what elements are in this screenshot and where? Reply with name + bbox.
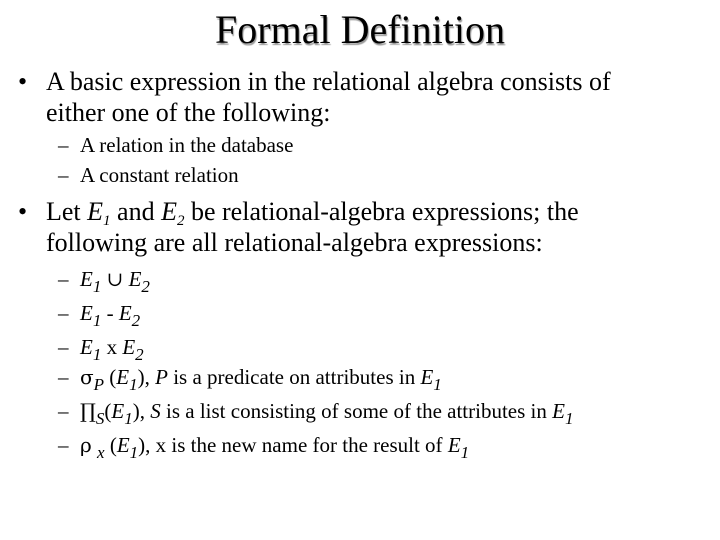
list-item bbox=[58, 130, 698, 160]
dash-marker: – bbox=[58, 433, 69, 457]
bullet-marker: • bbox=[18, 197, 28, 226]
dash-marker: – bbox=[58, 163, 69, 187]
expression-projection: – $\prod_S(E_1)$, S is a list consisting of some of the attributes in $E_1$ bbox=[58, 394, 718, 428]
bullet-basic-expression bbox=[18, 66, 688, 128]
list-item bbox=[58, 160, 698, 190]
expression-rename: – ρ $_x$ $(E_1)$, x is the new name for the result of $E_1$ bbox=[58, 428, 718, 462]
bullet-marker: • bbox=[18, 67, 28, 96]
rho-symbol: ρ bbox=[80, 433, 92, 457]
expression-difference: – $E_1 - E_2$ bbox=[58, 296, 718, 330]
dash-marker: – bbox=[58, 267, 69, 291]
bullet-basic-expression-line2: either one of the following: bbox=[46, 98, 331, 127]
bullet-let-line1: Let $E_1$ and $E_2$ be relational-algebra expressions; the bbox=[46, 197, 579, 229]
list-item-constant-relation: A constant relation bbox=[80, 163, 239, 187]
bullet-basic-expression-line1: A basic expression in the relational algebra consists of bbox=[46, 67, 611, 96]
dash-marker: – bbox=[58, 133, 69, 157]
pi-symbol: ∏ bbox=[80, 399, 96, 423]
sigma-symbol: σ bbox=[80, 365, 94, 389]
union-symbol: ∪ bbox=[106, 267, 124, 291]
dash-marker: – bbox=[58, 399, 69, 423]
dash-marker: – bbox=[58, 301, 69, 325]
expression-union: – $E_1$ ∪ $E_2$ bbox=[58, 262, 718, 296]
expression-selection: – $\sigma_P$ $(E_1)$, P is a predicate on attributes in $E_1$ bbox=[58, 360, 718, 394]
expression-cartesian-product: – $E_1$ x $E_2$ bbox=[58, 330, 718, 364]
slide-title: Formal Definition bbox=[215, 7, 505, 52]
dash-marker: – bbox=[58, 365, 69, 389]
bullet-let-expressions bbox=[18, 196, 688, 258]
bullet-let-line2: following are all relational-algebra expressions: bbox=[46, 228, 543, 257]
dash-marker: – bbox=[58, 335, 69, 359]
list-item-relation-in-database: A relation in the database bbox=[80, 133, 294, 157]
